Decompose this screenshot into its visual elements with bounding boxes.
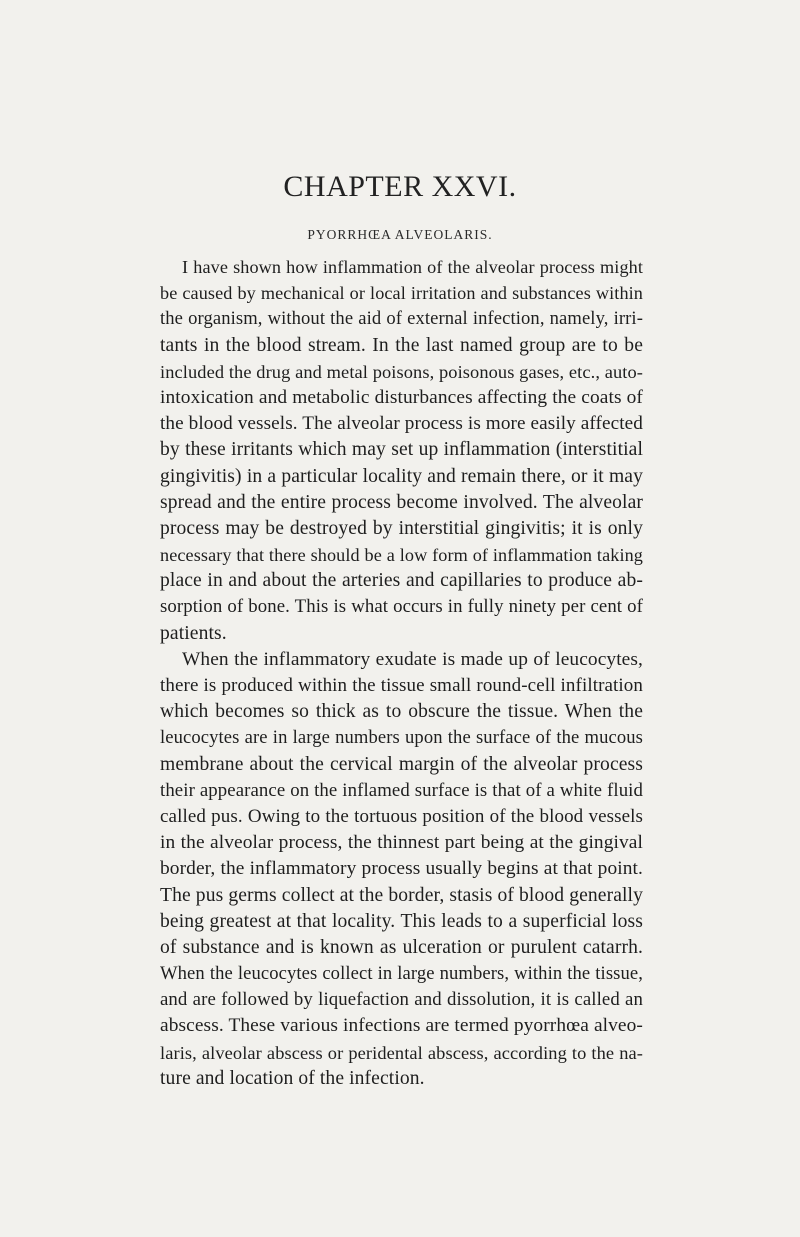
text-line: process may be destroyed by interstitial gingivitis; it is only xyxy=(160,517,643,539)
text-line: sorption of bone. This is what occurs in fully ninety per cent of xyxy=(160,596,643,618)
text-line: tants in the blood stream. In the last named group are to be xyxy=(160,334,643,356)
text-line: intoxication and metabolic disturbances affecting the coats of xyxy=(160,386,643,408)
text-line: membrane about the cervical margin of the alveolar process xyxy=(160,753,643,775)
text-line: The pus germs collect at the border, stasis of blood generally xyxy=(160,884,643,906)
text-line: When the leucocytes collect in large numbers, within the tissue, xyxy=(160,963,643,985)
text-line: place in and about the arteries and capillaries to produce ab- xyxy=(160,570,643,592)
paragraph-1 xyxy=(160,254,643,647)
text-line: patients. xyxy=(160,622,227,644)
text-line: ture and location of the infection. xyxy=(160,1067,425,1089)
text-line: spread and the entire process become involved. The alveolar xyxy=(160,491,643,513)
paragraph-2 xyxy=(160,647,643,1092)
text-line: the organism, without the aid of external infection, namely, irri- xyxy=(160,308,643,330)
text-line: and are followed by liquefaction and dissolution, it is called an xyxy=(160,989,643,1011)
text-line: gingivitis) in a particular locality and remain there, or it may xyxy=(160,465,643,487)
text-line: their appearance on the inflamed surface is that of a white fluid xyxy=(160,779,643,801)
body-text xyxy=(160,254,643,1092)
text-line: border, the inflammatory process usually begins at that point. xyxy=(160,858,643,880)
chapter-heading: CHAPTER XXVI. xyxy=(283,170,517,203)
text-line: be caused by mechanical or local irritation and substances within xyxy=(160,283,643,304)
text-line: laris, alveolar abscess or peridental abscess, according to the na- xyxy=(160,1042,643,1063)
text-line: I have shown how inflammation of the alveolar process might xyxy=(182,257,643,277)
text-line: When the inflammatory exudate is made up of leucocytes, xyxy=(182,648,643,670)
text-line: abscess. These various infections are termed pyorrhœa alveo- xyxy=(160,1015,643,1037)
text-line: necessary that there should be a low form of inflammation taking xyxy=(160,545,643,566)
text-line: called pus. Owing to the tortuous position of the blood vessels xyxy=(160,805,643,827)
text-line: by these irritants which may set up inflammation (interstitial xyxy=(160,439,643,461)
text-line: included the drug and metal poisons, poisonous gases, etc., auto- xyxy=(160,361,644,382)
text-line: the blood vessels. The alveolar process is more easily affected xyxy=(160,413,643,435)
text-line: of substance and is known as ulceration or purulent catarrh. xyxy=(160,936,643,958)
text-line: being greatest at that locality. This leads to a superficial loss xyxy=(160,910,643,932)
section-heading: PYORRHŒA ALVEOLARIS. xyxy=(307,227,493,242)
text-line: leucocytes are in large numbers upon the surface of the mucous xyxy=(160,727,643,749)
text-line: in the alveolar process, the thinnest part being at the gingival xyxy=(160,832,643,854)
text-line: which becomes so thick as to obscure the tissue. When the xyxy=(160,701,643,723)
text-line: there is produced within the tissue small round-cell infiltration xyxy=(160,675,643,696)
